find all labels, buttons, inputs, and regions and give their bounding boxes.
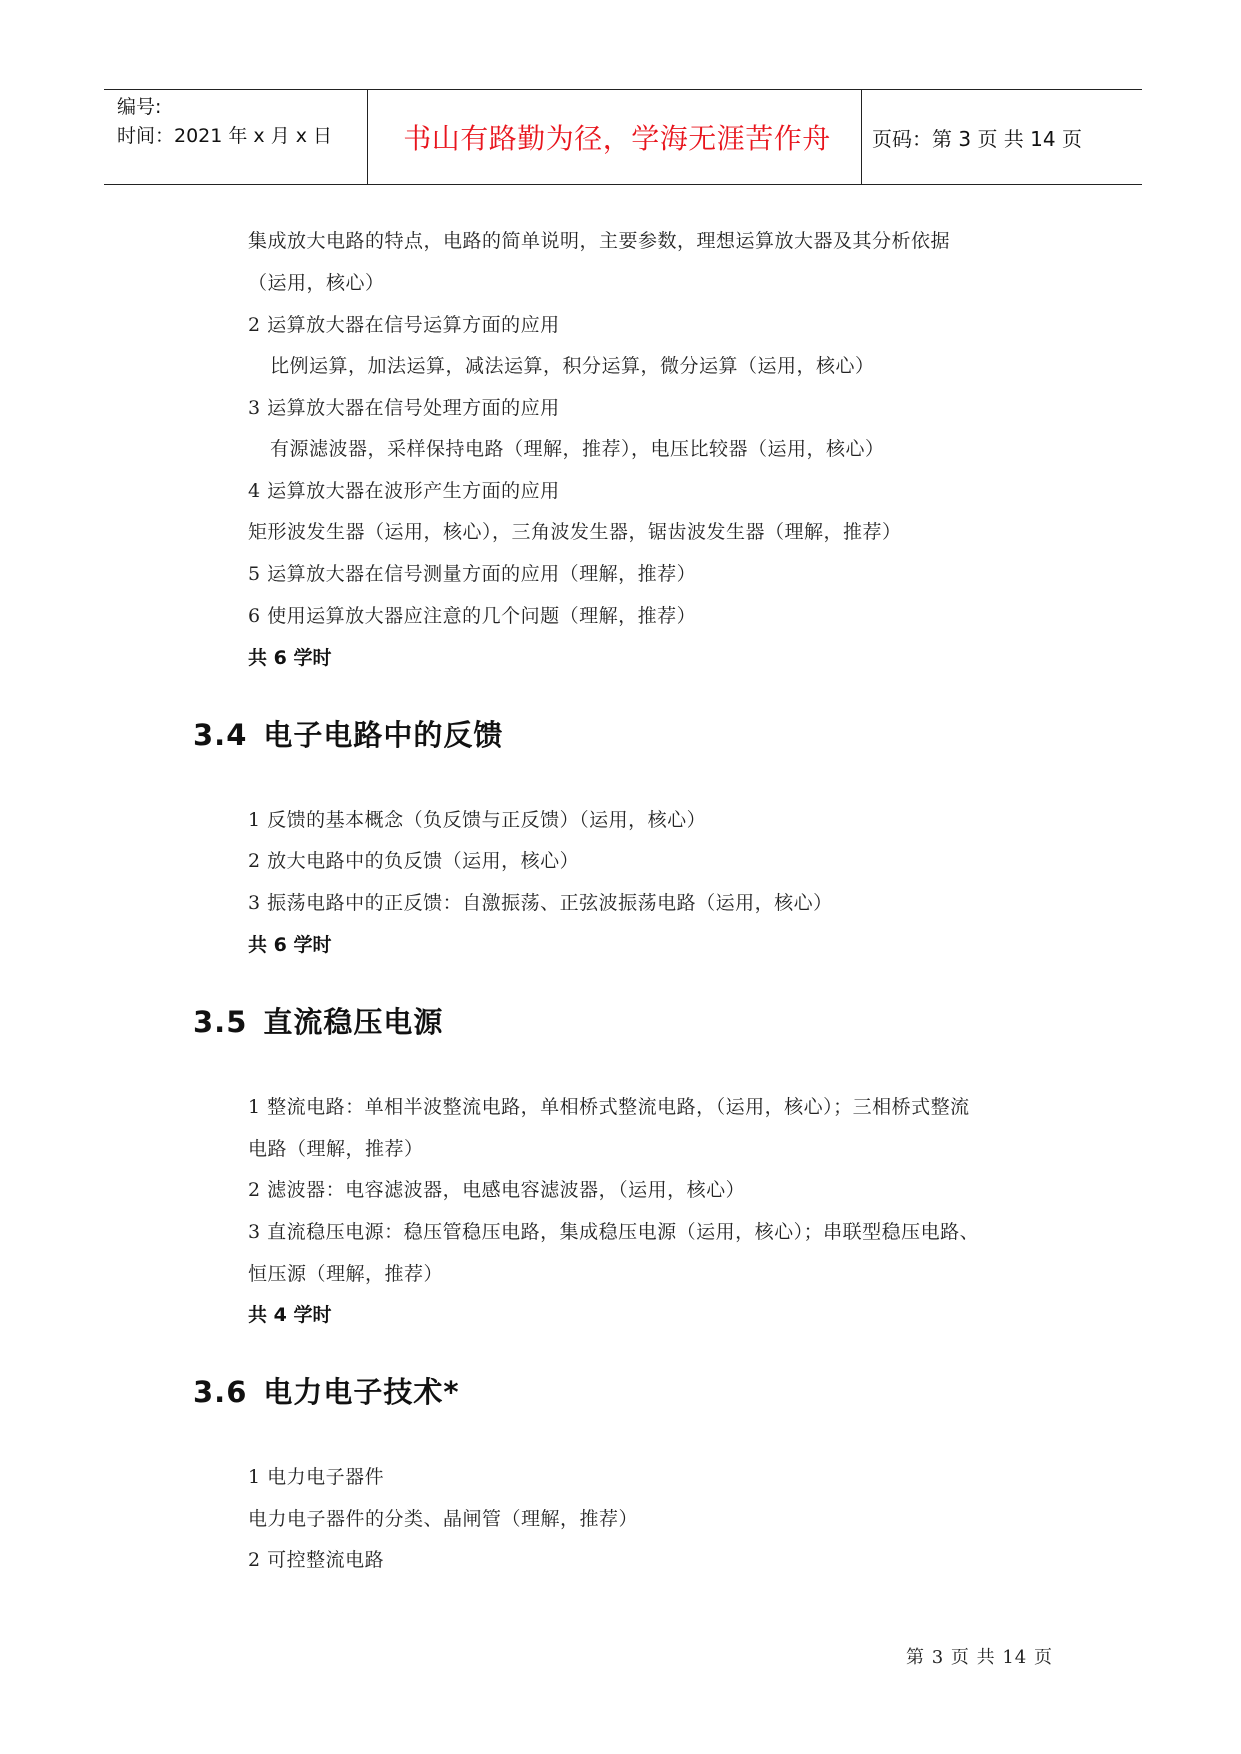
page-footer: 第 3 页 共 14 页 xyxy=(906,1647,1053,1668)
list-item: 恒压源（理解，推荐） xyxy=(248,1263,444,1285)
list-item: 1 反馈的基本概念（负反馈与正反馈）（运用，核心） xyxy=(248,809,707,831)
section-heading-3-4 xyxy=(193,713,503,754)
section-number: 3.4 xyxy=(193,718,248,752)
list-item: 3 直流稳压电源：稳压管稳压电路，集成稳压电源（运用，核心）；串联型稳压电路、 xyxy=(248,1221,980,1243)
hours-label: 共 6 学时 xyxy=(248,934,332,956)
section-title: 电力电子技术* xyxy=(263,1375,460,1409)
list-item: 3 振荡电路中的正反馈：自激振荡、正弦波振荡电路（运用，核心） xyxy=(248,892,833,914)
text-line: 3 运算放大器在信号处理方面的应用 xyxy=(248,397,560,419)
hours-label: 共 6 学时 xyxy=(248,647,332,669)
list-item: 2 可控整流电路 xyxy=(248,1549,385,1571)
text-line: 4 运算放大器在波形产生方面的应用 xyxy=(248,480,560,502)
header-motto: 书山有路勤为径，学海无涯苦作舟 xyxy=(403,122,831,155)
text-line: 6 使用运算放大器应注意的几个问题（理解，推荐） xyxy=(248,605,697,627)
text-line: 2 运算放大器在信号运算方面的应用 xyxy=(248,314,560,336)
header-divider xyxy=(367,90,368,184)
text-line: （运用，核心） xyxy=(248,272,385,294)
list-item: 1 电力电子器件 xyxy=(248,1466,385,1488)
doc-time-label: 时间：2021 年 x 月 x 日 xyxy=(117,125,333,147)
page-header xyxy=(104,89,1142,185)
list-item: 2 放大电路中的负反馈（运用，核心） xyxy=(248,850,580,872)
list-item: 电力电子器件的分类、晶闸管（理解，推荐） xyxy=(248,1508,639,1530)
text-line: 有源滤波器，采样保持电路（理解，推荐），电压比较器（运用，核心） xyxy=(270,438,885,460)
hours-label: 共 4 学时 xyxy=(248,1304,332,1326)
text-line: 比例运算，加法运算，减法运算，积分运算，微分运算（运用，核心） xyxy=(270,355,875,377)
section-title: 直流稳压电源 xyxy=(263,1005,444,1039)
list-item: 电路（理解，推荐） xyxy=(248,1138,424,1160)
header-meta xyxy=(117,93,332,151)
text-line: 集成放大电路的特点，电路的简单说明，主要参数，理想运算放大器及其分析依据 xyxy=(248,230,951,252)
section-number: 3.5 xyxy=(193,1005,248,1039)
header-page-code: 页码：第 3 页 共 14 页 xyxy=(872,126,1082,151)
section-heading-3-5 xyxy=(193,1000,443,1041)
section-title: 电子电路中的反馈 xyxy=(263,718,504,752)
text-line: 5 运算放大器在信号测量方面的应用（理解，推荐） xyxy=(248,563,697,585)
list-item: 2 滤波器：电容滤波器，电感电容滤波器，（运用，核心） xyxy=(248,1179,746,1201)
text-line: 矩形波发生器（运用，核心），三角波发生器，锯齿波发生器（理解，推荐） xyxy=(248,521,902,543)
doc-number-label: 编号: xyxy=(117,96,162,118)
section-heading-3-6 xyxy=(193,1370,460,1411)
list-item: 1 整流电路：单相半波整流电路，单相桥式整流电路，（运用，核心）；三相桥式整流 xyxy=(248,1096,970,1118)
section-number: 3.6 xyxy=(193,1375,248,1409)
